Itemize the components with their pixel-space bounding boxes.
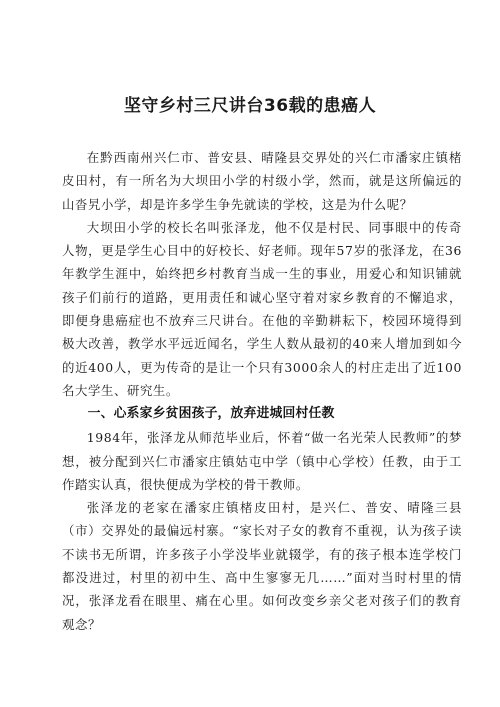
document-body: [62, 146, 462, 636]
document-title: 坚守乡村三尺讲台36载的患癌人: [123, 96, 377, 116]
paragraph-principal: 大坝田小学的校长名叫张泽龙，他不仅是村民、同事眼中的传奇人物，更是学生心目中的好校长、好老师。现年57岁的张泽龙，在36年教学生涯中，始终把乡村教育当成一生的事业，用爱心和知识铺就孩子们前行的道路，更用责任和诚心坚守着对家乡教育的不懈追求，即便身患癌症也不放弃三尺讲台。在他的辛勤耕耘下，校园环境得到极大改善，教学水平远近闻名，学生人数从最初的40来人增加到如今的近400人，更为传奇的是让一个只有3000余人的村庄走出了近100名大学生、研究生。: [62, 219, 462, 398]
paragraph-hometown: 张泽龙的老家在潘家庄镇楮皮田村，是兴仁、普安、晴隆三县（市）交界处的最偏远村寨。“家长对子女的教育不重视，认为孩子读不读书无所谓，许多孩子小学没毕业就辍学，有的孩子根本连学校门都没进过，村里的初中生、高中生寥寥无几……”面对当时村里的情况，张泽龙看在眼里、痛在心里。如何改变乡亲父老对孩子们的教育观念？: [62, 500, 462, 632]
section-heading-1: 一、心系家乡贫困孩子，放弃进城回村任教: [87, 406, 335, 422]
paragraph-1984: 1984年，张泽龙从师范毕业后，怀着“做一名光荣人民教师”的梦想，被分配到兴仁市潘家庄镇姑屯中学（镇中心学校）任教，由于工作踏实认真，很快便成为学校的骨干教师。: [62, 430, 462, 492]
paragraph-intro: 在黔西南州兴仁市、普安县、晴隆县交界处的兴仁市潘家庄镇楮皮田村，有一所名为大坝田小学的村级小学，然而，就是这所偏远的山沓旯小学，却是许多学生争先就读的学校，这是为什么呢？: [62, 150, 462, 212]
